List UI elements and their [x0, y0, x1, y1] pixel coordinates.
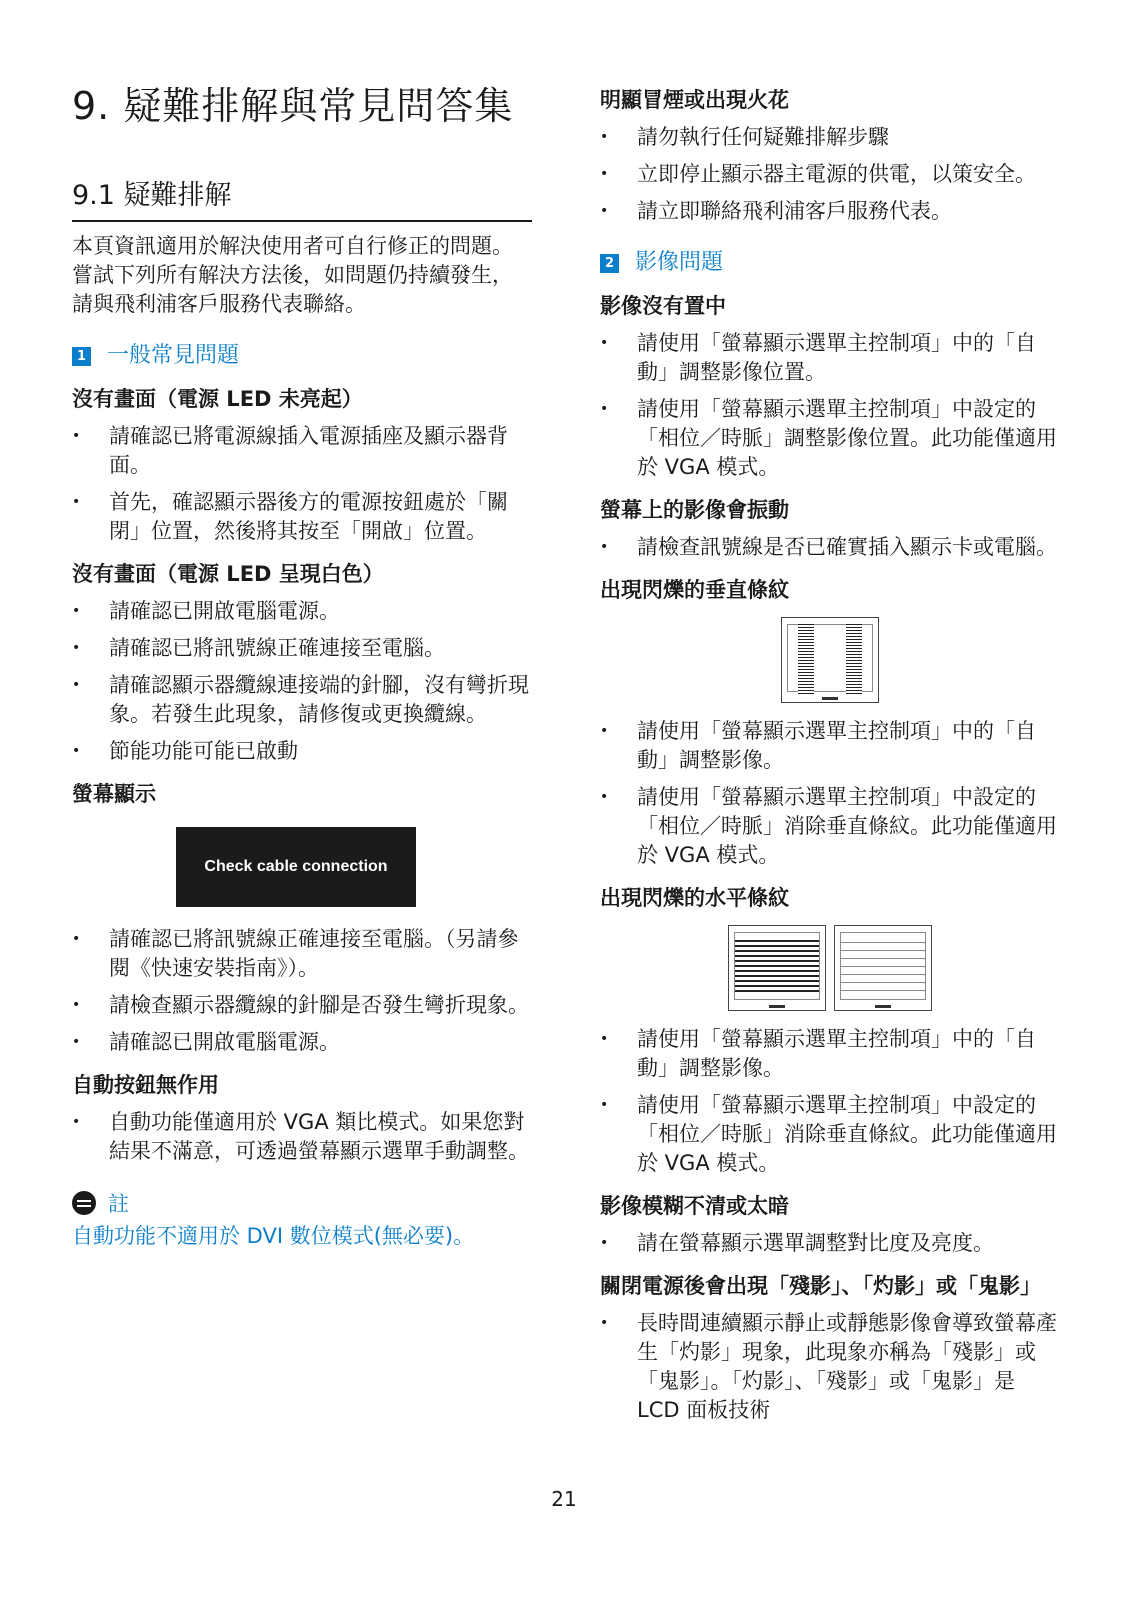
- list-item: • 請使用「螢幕顯示選單主控制項」中設定的「相位／時脈」消除垂直條紋。此功能僅適用於 VGA 模式。: [600, 1091, 1060, 1178]
- list-item: • 請使用「螢幕顯示選單主控制項」中設定的「相位／時脈」調整影像位置。此功能僅適用於 VGA 模式。: [600, 395, 1060, 482]
- category-number-badge: 2: [600, 254, 619, 273]
- subheading-image-not-centered: 影像沒有置中: [600, 294, 726, 318]
- list-item: • 請確認已開啟電腦電源。: [72, 1028, 532, 1057]
- list-item: • 請使用「螢幕顯示選單主控制項」中設定的「相位／時脈」消除垂直條紋。此功能僅適用於 VGA 模式。: [600, 783, 1060, 870]
- subheading-no-picture-led-off: 沒有畫面（電源 LED 未亮起）: [72, 387, 363, 411]
- osd-message-text: Check cable connection: [204, 858, 388, 875]
- bullet-list: [600, 1229, 1060, 1258]
- left-column: [72, 82, 532, 1251]
- right-column: [600, 86, 1060, 1433]
- note-heading: [72, 1188, 532, 1218]
- subheading-on-screen-message: 螢幕顯示: [72, 782, 156, 806]
- category-image: [600, 248, 1060, 278]
- list-item: • 節能功能可能已啟動: [72, 737, 532, 766]
- horizontal-flicker-illustration: [600, 925, 1060, 1011]
- monitor-icon: [728, 925, 826, 1011]
- osd-message-box: [176, 827, 416, 907]
- subheading-image-sticking: 關閉電源後會出現「殘影」、「灼影」或「鬼影」: [600, 1274, 1041, 1298]
- bullet-list: [600, 123, 1060, 226]
- subheading-vertical-flicker: 出現閃爍的垂直條紋: [600, 578, 789, 602]
- list-item: • 請確認已將訊號線正確連接至電腦。: [72, 634, 532, 663]
- bullet-list: [72, 925, 532, 1057]
- category-label: 影像問題: [635, 250, 724, 275]
- subheading-auto-button: 自動按鈕無作用: [72, 1073, 219, 1097]
- bullet-list: [72, 597, 532, 766]
- note-text: 自動功能不適用於 DVI 數位模式(無必要)。: [72, 1224, 475, 1248]
- list-item: • 請檢查訊號線是否已確實插入顯示卡或電腦。: [600, 533, 1060, 562]
- note-label: 註: [108, 1192, 129, 1216]
- list-item: • 請使用「螢幕顯示選單主控制項」中的「自動」調整影像。: [600, 1025, 1060, 1083]
- list-item: • 自動功能僅適用於 VGA 類比模式。如果您對結果不滿意，可透過螢幕顯示選單手動調整。: [72, 1108, 532, 1166]
- subheading-blurry-dark: 影像模糊不清或太暗: [600, 1194, 789, 1218]
- list-item: • 請確認顯示器纜線連接端的針腳，沒有彎折現象。若發生此現象，請修復或更換纜線。: [72, 671, 532, 729]
- category-number-badge: 1: [72, 347, 91, 366]
- list-item: • 請使用「螢幕顯示選單主控制項」中的「自動」調整影像位置。: [600, 329, 1060, 387]
- monitor-icon: [781, 617, 879, 703]
- bullet-list: [600, 1309, 1060, 1425]
- list-item: • 請確認已開啟電腦電源。: [72, 597, 532, 626]
- list-item: • 請在螢幕顯示選單調整對比度及亮度。: [600, 1229, 1060, 1258]
- category-general: [72, 341, 532, 371]
- subheading-smoke-sparks: 明顯冒煙或出現火花: [600, 88, 789, 112]
- bullet-list: [600, 329, 1060, 482]
- subheading-no-picture-led-white: 沒有畫面（電源 LED 呈現白色）: [72, 562, 384, 586]
- list-item: • 請確認已將訊號線正確連接至電腦。（另請參閱《快速安裝指南》）。: [72, 925, 532, 983]
- list-item: • 請檢查顯示器纜線的針腳是否發生彎折現象。: [72, 991, 532, 1020]
- section-title: 9.1 疑難排解: [72, 178, 532, 222]
- subheading-horizontal-flicker: 出現閃爍的水平條紋: [600, 886, 789, 910]
- bullet-list: [600, 717, 1060, 870]
- list-item: • 首先，確認顯示器後方的電源按鈕處於「關閉」位置，然後將其按至「開啟」位置。: [72, 488, 532, 546]
- bullet-list: [600, 533, 1060, 562]
- list-item: • 立即停止顯示器主電源的供電，以策安全。: [600, 160, 1060, 189]
- bullet-list: [72, 422, 532, 546]
- monitor-icon: [834, 925, 932, 1011]
- note-icon: [72, 1191, 96, 1215]
- vertical-flicker-illustration: [600, 617, 1060, 703]
- list-item: • 請勿執行任何疑難排解步驟: [600, 123, 1060, 152]
- list-item: • 請確認已將電源線插入電源插座及顯示器背面。: [72, 422, 532, 480]
- list-item: • 請立即聯絡飛利浦客戶服務代表。: [600, 197, 1060, 226]
- chapter-title: 9. 疑難排解與常見問答集: [72, 84, 514, 128]
- bullet-list: [600, 1025, 1060, 1178]
- page-number: 21: [551, 1487, 577, 1511]
- subheading-image-vibrates: 螢幕上的影像會振動: [600, 498, 789, 522]
- list-item: • 請使用「螢幕顯示選單主控制項」中的「自動」調整影像。: [600, 717, 1060, 775]
- intro-paragraph: 本頁資訊適用於解決使用者可自行修正的問題。嘗試下列所有解決方法後，如問題仍持續發生，請與飛利浦客戶服務代表聯絡。: [72, 234, 513, 316]
- category-label: 一般常見問題: [107, 343, 240, 368]
- list-item: • 長時間連續顯示靜止或靜態影像會導致螢幕產生「灼影」現象，此現象亦稱為「殘影」或「鬼影」。「灼影」、「殘影」或「鬼影」是 LCD 面板技術: [600, 1309, 1060, 1425]
- bullet-list: [72, 1108, 532, 1166]
